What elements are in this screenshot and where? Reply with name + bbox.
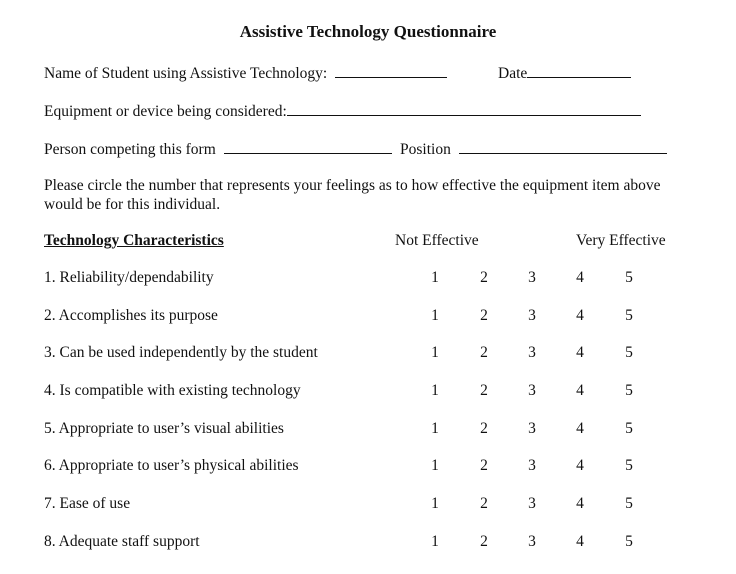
characteristic-label: 6. Appropriate to user’s physical abilities <box>44 457 299 474</box>
scale-low-label: Not Effective <box>395 232 479 249</box>
rating-option-4[interactable]: 4 <box>576 457 584 474</box>
characteristic-label: 1. Reliability/dependability <box>44 269 214 286</box>
rating-option-3[interactable]: 3 <box>528 533 536 550</box>
rating-option-3[interactable]: 3 <box>528 420 536 437</box>
rating-option-5[interactable]: 5 <box>625 457 633 474</box>
rating-option-4[interactable]: 4 <box>576 307 584 324</box>
rating-option-4[interactable]: 4 <box>576 495 584 512</box>
rating-option-3[interactable]: 3 <box>528 269 536 286</box>
rating-option-3[interactable]: 3 <box>528 344 536 361</box>
rating-option-1[interactable]: 1 <box>431 495 439 512</box>
date-field[interactable] <box>527 63 631 78</box>
page-title: Assistive Technology Questionnaire <box>239 22 497 41</box>
rating-option-5[interactable]: 5 <box>625 269 633 286</box>
rating-option-3[interactable]: 3 <box>528 457 536 474</box>
student-name-row <box>44 63 447 82</box>
person-field[interactable] <box>224 139 392 154</box>
person-label: Person competing this form <box>44 141 216 158</box>
characteristic-label: 5. Appropriate to user’s visual abilities <box>44 420 284 437</box>
scale-high-label: Very Effective <box>576 232 666 249</box>
rating-option-1[interactable]: 1 <box>431 307 439 324</box>
characteristics-header: Technology Characteristics <box>44 232 224 249</box>
rating-option-1[interactable]: 1 <box>431 382 439 399</box>
rating-option-5[interactable]: 5 <box>625 420 633 437</box>
rating-option-2[interactable]: 2 <box>480 307 488 324</box>
date-label: Date <box>498 65 528 82</box>
rating-option-5[interactable]: 5 <box>625 495 633 512</box>
person-row <box>44 139 392 158</box>
characteristic-label: 4. Is compatible with existing technology <box>44 382 301 399</box>
rating-option-2[interactable]: 2 <box>480 533 488 550</box>
rating-option-2[interactable]: 2 <box>480 457 488 474</box>
equipment-row <box>44 101 641 120</box>
rating-option-3[interactable]: 3 <box>528 495 536 512</box>
equipment-label: Equipment or device being considered: <box>44 103 287 120</box>
rating-option-3[interactable]: 3 <box>528 307 536 324</box>
position-label: Position <box>400 141 451 158</box>
rating-option-4[interactable]: 4 <box>576 420 584 437</box>
rating-option-5[interactable]: 5 <box>625 344 633 361</box>
characteristic-label: 7. Ease of use <box>44 495 131 512</box>
rating-option-5[interactable]: 5 <box>625 307 633 324</box>
rating-option-4[interactable]: 4 <box>576 344 584 361</box>
rating-option-4[interactable]: 4 <box>576 269 584 286</box>
characteristic-label: 2. Accomplishes its purpose <box>44 307 218 324</box>
characteristic-label: 8. Adequate staff support <box>44 533 200 550</box>
instructions-text: Please circle the number that represents your feelings as to how effective the equipment item above would be for this individual. <box>44 177 661 213</box>
rating-option-2[interactable]: 2 <box>480 269 488 286</box>
position-field[interactable] <box>459 139 667 154</box>
rating-option-5[interactable]: 5 <box>625 533 633 550</box>
rating-option-1[interactable]: 1 <box>431 533 439 550</box>
rating-option-2[interactable]: 2 <box>480 344 488 361</box>
rating-option-5[interactable]: 5 <box>625 382 633 399</box>
rating-option-3[interactable]: 3 <box>528 382 536 399</box>
rating-option-2[interactable]: 2 <box>480 420 488 437</box>
student-name-field[interactable] <box>335 63 447 78</box>
rating-option-1[interactable]: 1 <box>431 420 439 437</box>
rating-option-1[interactable]: 1 <box>431 269 439 286</box>
rating-option-2[interactable]: 2 <box>480 495 488 512</box>
equipment-field[interactable] <box>287 101 641 116</box>
position-row <box>400 139 667 158</box>
rating-option-4[interactable]: 4 <box>576 533 584 550</box>
date-row <box>498 63 631 82</box>
rating-option-4[interactable]: 4 <box>576 382 584 399</box>
rating-option-1[interactable]: 1 <box>431 344 439 361</box>
characteristic-label: 3. Can be used independently by the student <box>44 344 318 361</box>
student-name-label: Name of Student using Assistive Technology: <box>44 65 328 82</box>
rating-option-2[interactable]: 2 <box>480 382 488 399</box>
rating-option-1[interactable]: 1 <box>431 457 439 474</box>
